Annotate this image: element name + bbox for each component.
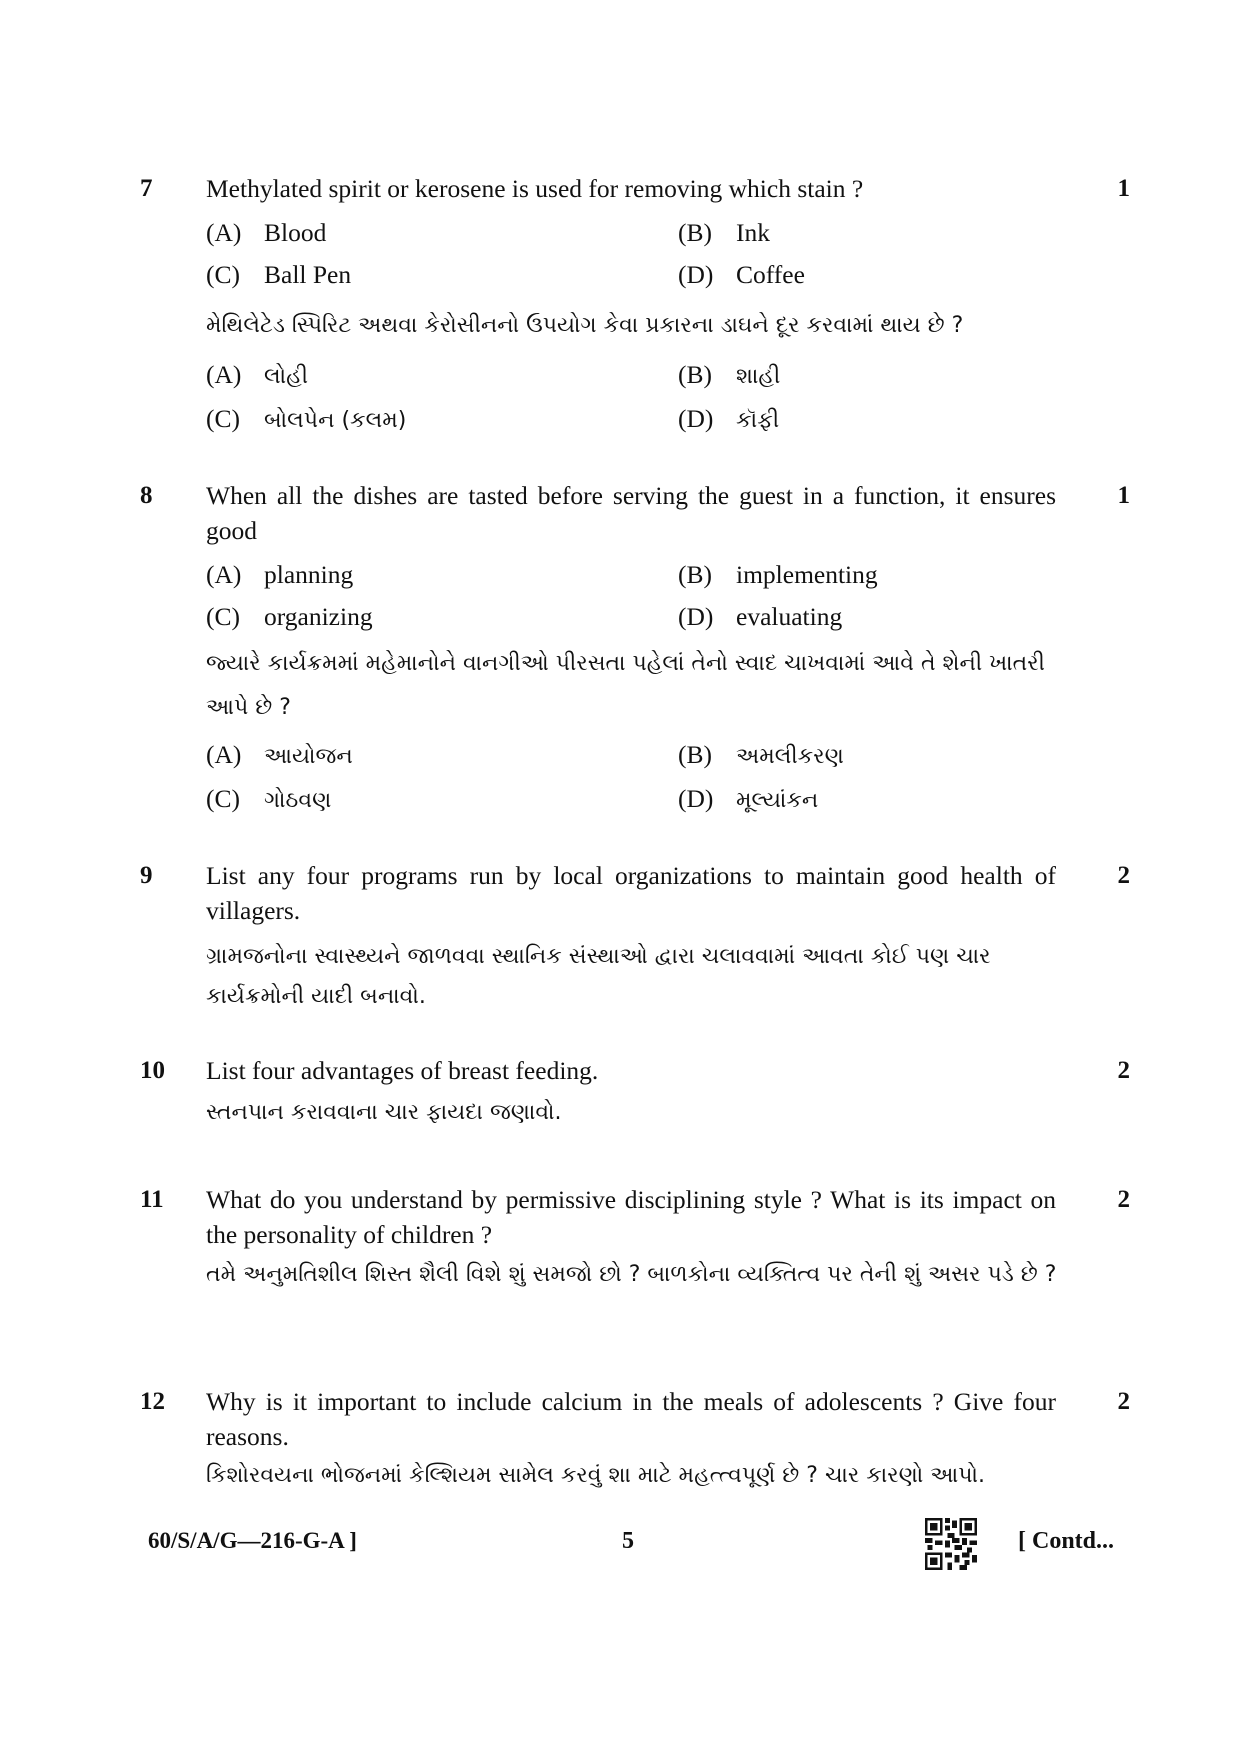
gujarati-option-d: (D) મૂલ્યાંકન <box>678 784 819 813</box>
question-text: Methylated spirit or kerosene is used for removing which stain ? <box>206 174 864 203</box>
continued-label: [ Contd... <box>1018 1528 1115 1554</box>
option-a: (A) planning <box>206 560 354 589</box>
option-c: (C) organizing <box>206 602 373 631</box>
gujarati-question-text: કિશોરવયના ભોજનમાં કેલ્શિયમ સામેલ કરવું શા માટે મહત્ત્વપૂર્ણ છે ? ચાર કારણો આપો. <box>206 1463 986 1488</box>
question-text: Why is it important to include calcium in the meals of adolescents ? Give four reasons. <box>206 1387 1056 1451</box>
question-marks: 2 <box>1117 1388 1130 1415</box>
question-text: List any four programs run by local organizations to maintain good health of villagers. <box>206 861 1056 925</box>
question-text: When all the dishes are tasted before serving the guest in a function, it ensures good <box>206 481 1056 545</box>
question-text: List four advantages of breast feeding. <box>206 1056 599 1085</box>
question-number: 12 <box>140 1388 165 1415</box>
option-d: (D) evaluating <box>678 602 843 631</box>
gujarati-option-b: (B) શાહી <box>678 360 781 389</box>
question-number: 7 <box>140 175 153 202</box>
gujarati-question-text: જ્યારે કાર્યક્રમમાં મહેમાનોને વાનગીઓ પીરસતા પહેલાં તેનો સ્વાદ ચાખવામાં આવે તે શેની ખાતરી આપે છે ? <box>206 651 1045 720</box>
question-marks: 1 <box>1117 175 1130 202</box>
option-c: (C) Ball Pen <box>206 260 352 289</box>
question-number: 8 <box>140 482 153 509</box>
gujarati-option-a: (A) લોહી <box>206 360 309 389</box>
question-number: 9 <box>140 862 153 889</box>
question-number: 10 <box>140 1057 165 1084</box>
gujarati-option-c: (C) ગોઠવણ <box>206 784 332 813</box>
qr-code-icon <box>925 1518 977 1570</box>
page-number: 5 <box>622 1528 634 1554</box>
question-marks: 2 <box>1117 1186 1130 1213</box>
gujarati-question-text: મેથિલેટેડ સ્પિરિટ અથવા કેરોસીનનો ઉપયોગ કેવા પ્રકારના ડાઘને દૂર કરવામાં થાય છે ? <box>206 313 964 338</box>
gujarati-question-text: તમે અનુમતિશીલ શિસ્ત શૈલી વિશે શું સમજો છો ? બાળકોના વ્યક્તિત્વ પર તેની શું અસર પડે છે ? <box>206 1262 1057 1287</box>
option-a: (A) Blood <box>206 218 327 247</box>
gujarati-option-d: (D) કૉફી <box>678 404 780 433</box>
question-number: 11 <box>140 1186 164 1213</box>
option-d: (D) Coffee <box>678 260 805 289</box>
gujarati-option-a: (A) આયોજન <box>206 740 353 769</box>
gujarati-question-text: ગ્રામજનોના સ્વાસ્થ્યને જાળવવા સ્થાનિક સંસ્થાઓ દ્વારા ચલાવવામાં આવતા કોઈ પણ ચાર કાર્યક્રમોની યાદી બનાવો. <box>206 944 991 1009</box>
paper-code: 60/S/A/G—216-G-A ] <box>148 1528 357 1553</box>
question-text: What do you understand by permissive disciplining style ? What is its impact on the personality of children ? <box>206 1185 1056 1249</box>
gujarati-option-c: (C) બોલપેન (કલમ) <box>206 404 407 433</box>
question-marks: 2 <box>1117 862 1130 889</box>
question-marks: 2 <box>1117 1057 1130 1084</box>
gujarati-question-text: સ્તનપાન કરાવવાના ચાર ફાયદા જણાવો. <box>206 1100 562 1125</box>
question-marks: 1 <box>1117 482 1130 509</box>
option-b: (B) implementing <box>678 560 878 589</box>
gujarati-option-b: (B) અમલીકરણ <box>678 740 844 769</box>
option-b: (B) Ink <box>678 218 770 247</box>
